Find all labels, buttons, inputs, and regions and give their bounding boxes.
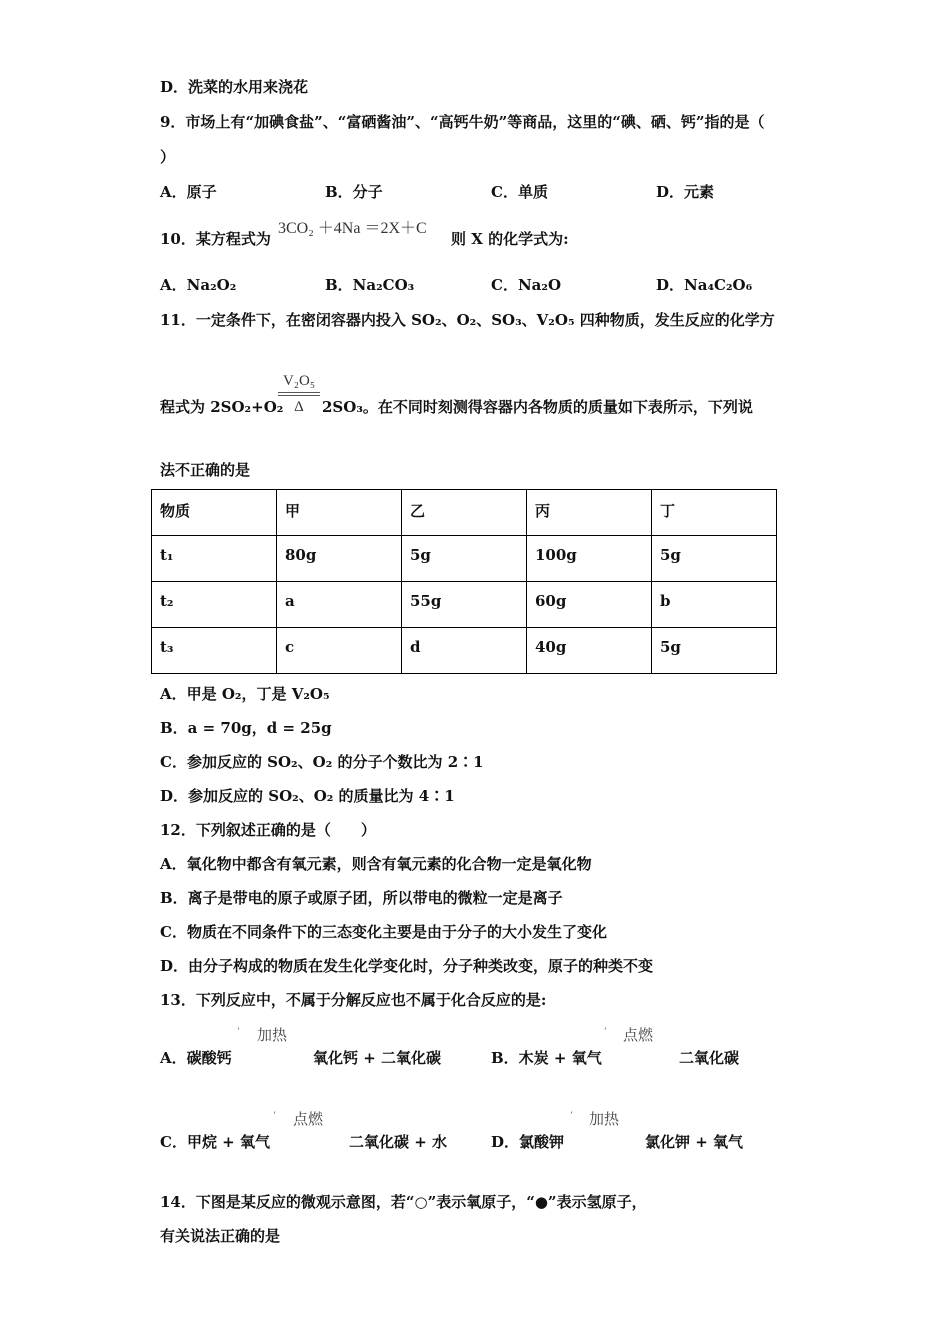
q11-option-c: C．参加反应的 SO₂、O₂ 的分子个数比为 2∶1 xyxy=(160,753,484,771)
q13-c-reactant: C．甲烷 + 氧气 xyxy=(160,1133,270,1151)
q14-stem-line2: 有关说法正确的是 xyxy=(160,1227,281,1245)
q11-option-d: D．参加反应的 SO₂、O₂ 的质量比为 4∶1 xyxy=(160,787,455,805)
q9-option-a: A．原子 xyxy=(160,183,217,201)
q10-option-c: C．Na₂O xyxy=(491,276,562,294)
q9-option-d: D．元素 xyxy=(656,183,715,201)
q13-c-condition: 点燃 xyxy=(293,1110,324,1128)
table-row xyxy=(152,582,777,628)
heat-label: Δ xyxy=(294,399,304,415)
q9-option-c: C．单质 xyxy=(491,183,548,201)
q10-option-b: B．Na₂CO₃ xyxy=(325,276,415,294)
table-cell: t₁ xyxy=(152,536,277,582)
q13-b-condition: 点燃 xyxy=(623,1026,654,1044)
q13-b-product: 二氧化碳 xyxy=(679,1049,740,1067)
q11-stem-line3: 法不正确的是 xyxy=(160,461,251,479)
table-cell: t₂ xyxy=(152,582,277,628)
q13-a-reactant: A．碳酸钙 xyxy=(160,1049,232,1067)
q13-d-reactant: D．氯酸钾 xyxy=(491,1133,565,1151)
table-header-cell: 丙 xyxy=(527,490,652,536)
q13-a-product: 氧化钙 + 二氧化碳 xyxy=(313,1049,442,1067)
table-cell: 5g xyxy=(402,536,527,582)
table-cell: 5g xyxy=(652,536,777,582)
table-cell: c xyxy=(277,628,402,674)
table-cell: b xyxy=(652,582,777,628)
q13-d-condition: 加热 xyxy=(589,1110,620,1128)
q11-option-b: B．a = 70g，d = 25g xyxy=(160,719,332,737)
q12-stem: 12．下列叙述正确的是（ ） xyxy=(160,821,376,839)
table-row xyxy=(152,536,777,582)
table-cell: t₃ xyxy=(152,628,277,674)
q13-stem: 13．下列反应中，不属于分解反应也不属于化合反应的是: xyxy=(160,991,547,1009)
q13-d-product: 氯化钾 + 氧气 xyxy=(645,1133,744,1151)
q11-option-a: A．甲是 O₂，丁是 V₂O₅ xyxy=(160,685,330,703)
table-cell: 100g xyxy=(527,536,652,582)
table-cell: 5g xyxy=(652,628,777,674)
table-header-cell: 甲 xyxy=(277,490,402,536)
q9-stem-line1: 9．市场上有“加碘食盐”、“富硒酱油”、“高钙牛奶”等商品，这里的“碘、硒、钙”指的是（ xyxy=(160,113,765,131)
mark-icon: ʼ xyxy=(237,1027,240,1036)
q10-equation: 3CO₂ ＋4Na ＝2X＋C xyxy=(278,220,427,237)
equals-double-line xyxy=(278,392,320,396)
q10-suffix: 则 X 的化学式为: xyxy=(451,230,569,248)
q12-option-b: B．离子是带电的原子或原子团，所以带电的微粒一定是离子 xyxy=(160,889,563,907)
q13-a-condition: 加热 xyxy=(257,1026,288,1044)
q10-option-d: D．Na₄C₂O₆ xyxy=(656,276,753,294)
q8-option-d: D．洗菜的水用来浇花 xyxy=(160,78,309,96)
q10-option-a: A．Na₂O₂ xyxy=(160,276,237,294)
table-cell: a xyxy=(277,582,402,628)
q12-option-c: C．物质在不同条件下的三态变化主要是由于分子的大小发生了变化 xyxy=(160,923,607,941)
table-header-cell: 乙 xyxy=(402,490,527,536)
q13-c-product: 二氧化碳 + 水 xyxy=(349,1133,448,1151)
table-cell: d xyxy=(402,628,527,674)
q12-option-d: D．由分子构成的物质在发生化学变化时，分子种类改变，原子的种类不变 xyxy=(160,957,654,975)
table-cell: 40g xyxy=(527,628,652,674)
q14-stem-line1: 14．下图是某反应的微观示意图，若“○”表示氧原子，“●”表示氢原子， xyxy=(160,1193,647,1211)
mark-icon: ʼ xyxy=(604,1027,607,1036)
table-cell: 55g xyxy=(402,582,527,628)
table-header-row xyxy=(152,490,777,536)
catalyst-label: V₂O₅ xyxy=(282,373,316,389)
q9-option-b: B．分子 xyxy=(325,183,383,201)
q9-stem-line2: ） xyxy=(160,148,176,166)
mark-icon: ʼ xyxy=(273,1111,276,1120)
table-row xyxy=(152,628,777,674)
q11-reaction-arrow xyxy=(278,372,320,416)
q11-stem-line2-post: 2SO₃。在不同时刻测得容器内各物质的质量如下表所示，下列说 xyxy=(322,398,753,416)
mark-icon: ʼ xyxy=(570,1111,573,1120)
q11-stem-line1: 11．一定条件下，在密闭容器内投入 SO₂、O₂、SO₃、V₂O₅ 四种物质，发生反应的化学方 xyxy=(160,311,775,329)
table-header-cell: 物质 xyxy=(152,490,277,536)
table-header-cell: 丁 xyxy=(652,490,777,536)
q12-option-a: A．氧化物中都含有氧元素，则含有氧元素的化合物一定是氧化物 xyxy=(160,855,592,873)
table-cell: 60g xyxy=(527,582,652,628)
q11-stem-line2-pre: 程式为 2SO₂+O₂ xyxy=(160,398,284,416)
table-cell: 80g xyxy=(277,536,402,582)
mass-table xyxy=(151,489,777,674)
q10-prefix: 10．某方程式为 xyxy=(160,230,271,248)
q13-b-reactant: B．木炭 + 氧气 xyxy=(491,1049,602,1067)
